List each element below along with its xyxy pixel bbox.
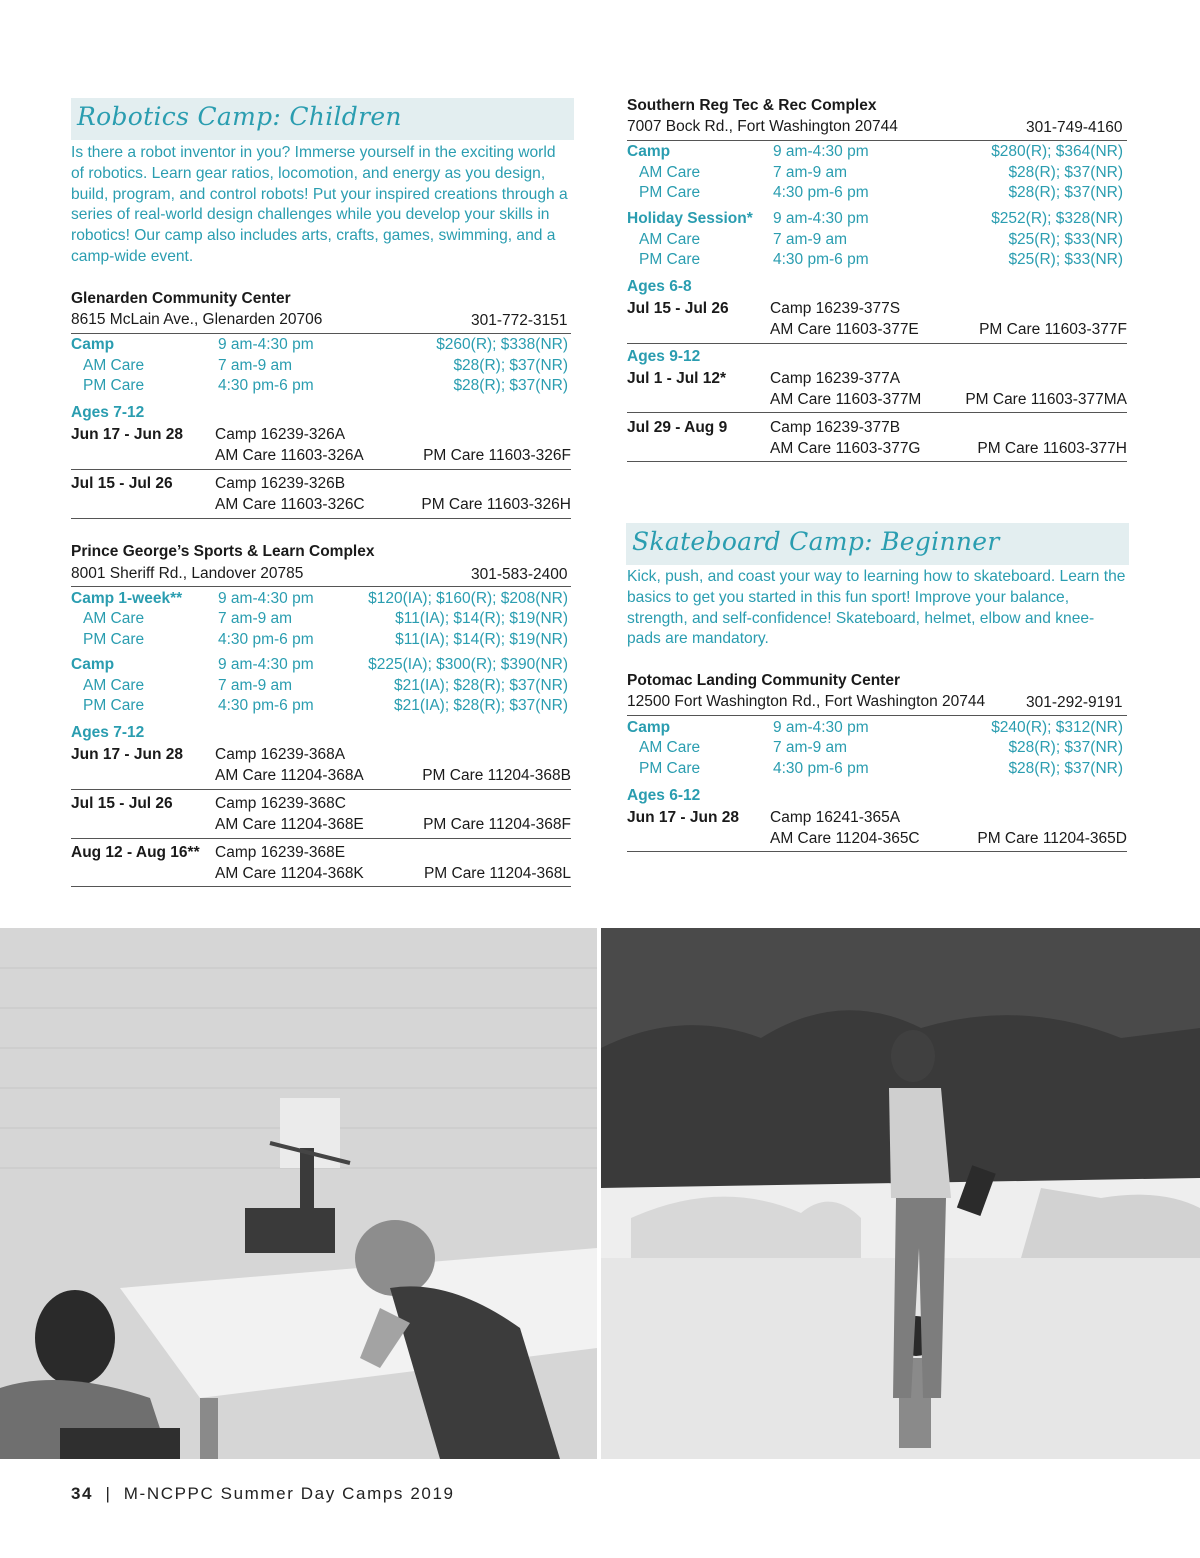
footer-text: M-NCPPC Summer Day Camps 2019: [123, 1484, 455, 1503]
price-time: 9 am-4:30 pm: [218, 336, 314, 353]
price-label: AM Care: [639, 164, 701, 181]
glenarden-address: 8615 McLain Ave., Glenarden 20706: [71, 311, 323, 328]
price-label: Camp: [71, 656, 115, 673]
price-label: PM Care: [83, 377, 145, 394]
price-fee: $280(R); $364(NR): [991, 143, 1123, 160]
price-row: [627, 143, 1123, 163]
price-row: [627, 210, 1123, 230]
session-date: Jul 15 - Jul 26: [71, 795, 173, 812]
price-row: [71, 697, 568, 717]
price-label: PM Care: [639, 251, 701, 268]
divider: [627, 851, 1127, 852]
divider: [71, 886, 571, 887]
session-row: [627, 370, 1127, 413]
skateboard-photo: [601, 928, 1200, 1459]
price-fee: $11(IA); $14(R); $19(NR): [395, 610, 568, 627]
price-time: 4:30 pm-6 pm: [218, 631, 314, 648]
session-date: Jul 15 - Jul 26: [71, 475, 173, 492]
price-row: [627, 251, 1123, 271]
southern-address: 7007 Bock Rd., Fort Washington 20744: [627, 118, 898, 135]
price-fee: $21(IA); $28(R); $37(NR): [393, 697, 568, 714]
session-date: Jun 17 - Jun 28: [627, 809, 739, 826]
price-time: 7 am-9 am: [218, 677, 293, 694]
session-am-code: AM Care 11603-326C: [215, 496, 365, 513]
price-time: 9 am-4:30 pm: [773, 210, 869, 227]
divider: [71, 518, 571, 519]
price-time: 9 am-4:30 pm: [773, 143, 869, 160]
ages-label: Ages 6-12: [627, 787, 701, 804]
page-number: 34: [71, 1484, 94, 1503]
robotics-header-band: [71, 98, 574, 140]
footer-separator: |: [105, 1484, 112, 1503]
price-time: 4:30 pm-6 pm: [773, 184, 869, 201]
skateboard-title: Skateboard Camp: Beginner: [632, 527, 1000, 556]
price-fee: $28(R); $37(NR): [453, 357, 568, 374]
session-am-code: AM Care 11204-368K: [215, 865, 364, 882]
price-fee: $28(R); $37(NR): [1008, 184, 1123, 201]
divider: [71, 789, 571, 790]
divider: [71, 469, 571, 470]
session-row: [627, 300, 1127, 344]
potomac-address: 12500 Fort Washington Rd., Fort Washington 20744: [627, 693, 986, 710]
price-label: AM Care: [83, 357, 145, 374]
price-fee: $11(IA); $14(R); $19(NR): [395, 631, 568, 648]
session-pm-code: PM Care 11603-326H: [421, 496, 571, 513]
divider: [627, 343, 1127, 344]
price-row: [627, 719, 1123, 739]
robotics-title: Robotics Camp: Children: [77, 102, 402, 131]
session-pm-code: PM Care 11603-377MA: [965, 391, 1127, 408]
price-time: 4:30 pm-6 pm: [773, 251, 869, 268]
price-row: [71, 336, 568, 356]
session-camp-code: Camp 16239-368C: [215, 795, 346, 812]
price-row: [71, 656, 568, 676]
session-date: Jul 29 - Aug 9: [627, 419, 728, 436]
price-row: [71, 610, 568, 630]
session-camp-code: Camp 16239-368A: [215, 746, 346, 763]
robotics-description: Is there a robot inventor in you? Immerse yourself in the exciting world of robotics. Learn gear ratios, locomotion, and energy as you design, build, program, and control robots! Put your inspired creations through a series of real-world design challenges while you develop your skills in robotics! Our camp also includes arts, crafts, games, swimming, and a camp-wide event.: [71, 144, 568, 265]
pg-sports-address: 8001 Sheriff Rd., Landover 20785: [71, 565, 304, 582]
divider: [71, 838, 571, 839]
ages-label: Ages 7-12: [71, 404, 145, 421]
ages-label: Ages 6-8: [627, 278, 692, 295]
session-pm-code: PM Care 11204-368L: [423, 865, 571, 882]
price-time: 7 am-9 am: [773, 739, 848, 756]
session-am-code: AM Care 11204-368A: [215, 767, 364, 784]
price-label: AM Care: [639, 231, 701, 248]
price-label: AM Care: [83, 610, 145, 627]
session-pm-code: PM Care 11204-368B: [422, 767, 571, 784]
price-label: Camp 1-week**: [71, 590, 183, 607]
price-label: Camp: [627, 719, 671, 736]
price-time: 9 am-4:30 pm: [218, 656, 314, 673]
skateboard-description: Kick, push, and coast your way to learning how to skateboard. Learn the basics to get you started in this fun sport! Improve your balance, strength, and self-confidence! Skateboard, helmet, elbow and knee-pads are mandatory.: [627, 568, 1126, 648]
glenarden-name: Glenarden Community Center: [71, 290, 291, 307]
divider: [627, 715, 1127, 716]
potomac-phone: 301-292-9191: [1026, 694, 1123, 711]
price-label: Camp: [627, 143, 671, 160]
price-row: [71, 631, 568, 651]
potomac-name: Potomac Landing Community Center: [627, 672, 900, 689]
price-time: 7 am-9 am: [218, 357, 293, 374]
session-camp-code: Camp 16239-377S: [770, 300, 901, 317]
session-row: [71, 795, 571, 839]
price-row: [71, 377, 568, 397]
session-row: [627, 419, 1127, 462]
price-fee: $240(R); $312(NR): [991, 719, 1123, 736]
price-fee: $120(IA); $160(R); $208(NR): [368, 590, 568, 607]
price-label: PM Care: [83, 631, 145, 648]
price-time: 9 am-4:30 pm: [773, 719, 869, 736]
price-fee: $28(R); $37(NR): [453, 377, 568, 394]
price-row: [627, 231, 1123, 251]
divider: [71, 333, 571, 334]
price-label: PM Care: [83, 697, 145, 714]
price-fee: $25(R); $33(NR): [1008, 231, 1123, 248]
session-pm-code: PM Care 11603-377F: [979, 321, 1127, 338]
price-fee: $260(R); $338(NR): [436, 336, 568, 353]
session-date: Aug 12 - Aug 16**: [71, 844, 200, 861]
price-fee: $225(IA); $300(R); $390(NR): [368, 656, 568, 673]
session-row: [627, 809, 1127, 852]
session-date: Jun 17 - Jun 28: [71, 426, 183, 443]
session-am-code: AM Care 11204-365C: [770, 830, 920, 847]
session-camp-code: Camp 16239-377B: [770, 419, 901, 436]
session-date: Jul 1 - Jul 12*: [627, 370, 727, 387]
session-pm-code: PM Care 11204-365D: [977, 830, 1127, 847]
price-label: PM Care: [639, 184, 701, 201]
price-time: 4:30 pm-6 pm: [773, 760, 869, 777]
price-time: 7 am-9 am: [218, 610, 293, 627]
price-fee: $21(IA); $28(R); $37(NR): [393, 677, 568, 694]
skateboard-header-band: [626, 523, 1129, 565]
southern-phone: 301-749-4160: [1026, 119, 1123, 136]
session-camp-code: Camp 16239-377A: [770, 370, 901, 387]
session-date: Jun 17 - Jun 28: [71, 746, 183, 763]
price-fee: $28(R); $37(NR): [1008, 760, 1123, 777]
divider: [627, 461, 1127, 462]
session-pm-code: PM Care 11603-326F: [423, 447, 571, 464]
price-row: [71, 590, 568, 610]
session-am-code: AM Care 11204-368E: [215, 816, 364, 833]
session-am-code: AM Care 11603-377E: [770, 321, 919, 338]
session-row: [71, 844, 571, 887]
ages-label: Ages 9-12: [627, 348, 701, 365]
southern-name: Southern Reg Tec & Rec Complex: [627, 97, 877, 114]
session-row: [71, 426, 571, 470]
robotics-photo: [0, 928, 597, 1459]
glenarden-phone: 301-772-3151: [471, 312, 568, 329]
price-label: Camp: [71, 336, 115, 353]
price-time: 4:30 pm-6 pm: [218, 697, 314, 714]
session-pm-code: PM Care 11204-368F: [423, 816, 571, 833]
price-time: 9 am-4:30 pm: [218, 590, 314, 607]
price-label: PM Care: [639, 760, 701, 777]
skateboard-photo-illustration: [601, 928, 1200, 1459]
price-fee: $28(R); $37(NR): [1008, 739, 1123, 756]
session-row: [71, 746, 571, 790]
session-camp-code: Camp 16239-326A: [215, 426, 346, 443]
price-time: 7 am-9 am: [773, 164, 848, 181]
divider: [627, 412, 1127, 413]
price-time: 4:30 pm-6 pm: [218, 377, 314, 394]
pg-sports-phone: 301-583-2400: [471, 566, 568, 583]
price-label: Holiday Session*: [627, 210, 753, 227]
divider: [627, 140, 1127, 141]
price-fee: $25(R); $33(NR): [1008, 251, 1123, 268]
session-camp-code: Camp 16239-326B: [215, 475, 346, 492]
price-time: 7 am-9 am: [773, 231, 848, 248]
session-am-code: AM Care 11603-326A: [215, 447, 364, 464]
session-camp-code: Camp 16239-368E: [215, 844, 346, 861]
price-label: AM Care: [639, 739, 701, 756]
session-date: Jul 15 - Jul 26: [627, 300, 729, 317]
session-am-code: AM Care 11603-377G: [770, 440, 921, 457]
price-row: [627, 739, 1123, 759]
price-fee: $28(R); $37(NR): [1008, 164, 1123, 181]
ages-label: Ages 7-12: [71, 724, 145, 741]
price-row: [627, 760, 1123, 780]
page-footer: [71, 1484, 455, 1504]
session-pm-code: PM Care 11603-377H: [977, 440, 1127, 457]
price-row: [627, 164, 1123, 184]
session-am-code: AM Care 11603-377M: [770, 391, 922, 408]
divider: [71, 586, 571, 587]
session-row: [71, 475, 571, 519]
price-row: [71, 677, 568, 697]
price-fee: $252(R); $328(NR): [991, 210, 1123, 227]
price-row: [627, 184, 1123, 204]
pg-sports-name: Prince George’s Sports & Learn Complex: [71, 543, 375, 560]
robotics-photo-illustration: [0, 928, 597, 1459]
session-camp-code: Camp 16241-365A: [770, 809, 901, 826]
price-label: AM Care: [83, 677, 145, 694]
price-row: [71, 357, 568, 377]
